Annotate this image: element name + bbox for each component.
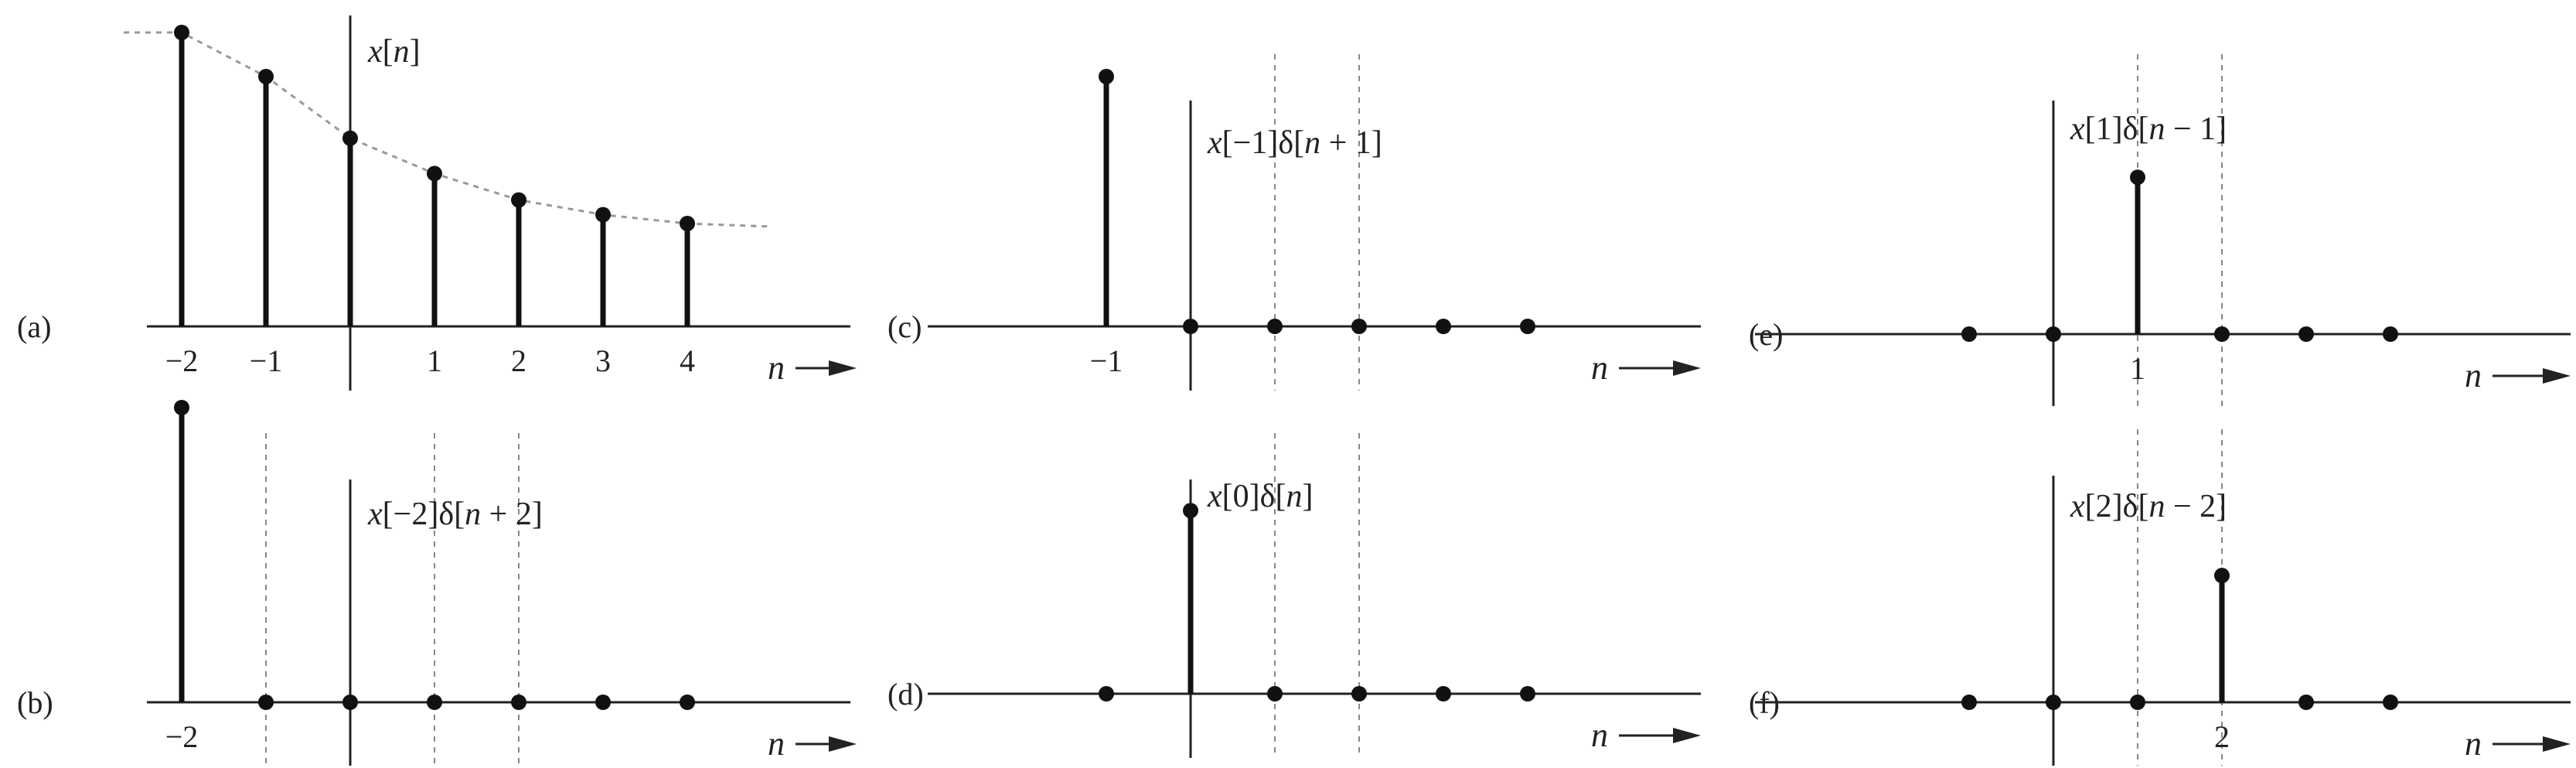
tick-label: −1: [249, 343, 283, 378]
sample-dot-n2: [1351, 319, 1367, 334]
tick-label: 2: [2214, 719, 2230, 754]
tick-label: −2: [165, 343, 199, 378]
sample-dot-n1: [2130, 695, 2145, 710]
sample-dot-n-1: [1961, 326, 1977, 342]
n-axis-label: n: [2465, 725, 2482, 763]
sample-dot-n2: [1351, 686, 1367, 701]
panel-d: [888, 433, 1701, 758]
tick-label: 4: [680, 343, 695, 378]
sample-dot-n3: [1436, 686, 1451, 701]
panel-title: x[−1]δ[n + 1]: [1208, 125, 1382, 161]
sample-dot-n-1: [1099, 69, 1114, 84]
tick-label: 2: [511, 343, 526, 378]
sample-dot-n1: [427, 695, 442, 710]
panel-label: (a): [17, 309, 52, 344]
sample-dot-n3: [595, 207, 611, 223]
sample-dot-n4: [680, 695, 695, 710]
arrow-icon: [829, 736, 857, 752]
sample-dot-n3: [595, 695, 611, 710]
sample-dot-n2: [511, 695, 526, 710]
panel-label: (b): [17, 685, 53, 720]
panel-label: (c): [888, 309, 922, 344]
n-axis-label: n: [768, 349, 785, 387]
sample-dot-n1: [427, 166, 442, 181]
panel-b: [17, 400, 857, 766]
panel-title: x[−2]δ[n + 2]: [368, 497, 543, 532]
panel-title: x[0]δ[n]: [1208, 479, 1314, 514]
n-axis-label: n: [2465, 357, 2482, 394]
n-axis-label: n: [1591, 349, 1608, 387]
sample-dot-n3: [2298, 695, 2314, 710]
tick-label: 3: [595, 343, 611, 378]
sample-dot-n1: [2130, 169, 2145, 185]
panel-title: x[1]δ[n − 1]: [2070, 111, 2227, 147]
tick-label: −1: [1089, 343, 1123, 378]
sample-dot-n-2: [174, 25, 189, 40]
n-axis-label: n: [768, 725, 785, 763]
sample-dot-n-1: [258, 695, 274, 710]
sample-dot-n4: [2383, 326, 2398, 342]
arrow-icon: [1673, 728, 1701, 743]
sample-dot-n0: [2046, 326, 2061, 342]
panel-title: x[2]δ[n − 2]: [2070, 489, 2227, 524]
tick-label: −2: [165, 719, 199, 754]
sample-dot-n2: [2214, 326, 2230, 342]
arrow-icon: [829, 360, 857, 376]
sample-dot-n0: [342, 131, 358, 146]
panel-label: (e): [1749, 317, 1784, 352]
arrow-icon: [2543, 368, 2571, 384]
tick-label: 1: [2130, 351, 2145, 386]
sample-dot-n0: [342, 695, 358, 710]
sample-dot-n3: [2298, 326, 2314, 342]
sample-dot-n0: [1183, 503, 1198, 518]
sample-dot-n4: [2383, 695, 2398, 710]
sample-dot-n-1: [1099, 686, 1114, 701]
sample-dot-n4: [680, 216, 695, 231]
sample-dot-n-2: [174, 400, 189, 415]
sample-dot-n4: [1520, 686, 1535, 701]
panel-c: [888, 54, 1701, 391]
panel-f: [1749, 429, 2571, 766]
arrow-icon: [1673, 360, 1701, 376]
arrow-icon: [2543, 736, 2571, 752]
panel-a: [17, 15, 857, 391]
sample-dot-n1: [1267, 686, 1283, 701]
panel-label: (f): [1749, 685, 1780, 720]
sample-dot-n1: [1267, 319, 1283, 334]
panel-title: x[n]: [368, 34, 421, 70]
sample-dot-n0: [2046, 695, 2061, 710]
sample-dot-n2: [511, 193, 526, 208]
sample-dot-n0: [1183, 319, 1198, 334]
panel-label: (d): [888, 677, 924, 712]
sample-dot-n4: [1520, 319, 1535, 334]
sample-dot-n-1: [1961, 695, 1977, 710]
n-axis-label: n: [1591, 716, 1608, 754]
sample-dot-n3: [1436, 319, 1451, 334]
tick-label: 1: [427, 343, 442, 378]
sample-dot-n-1: [258, 69, 274, 84]
panel-e: [1749, 54, 2571, 406]
envelope-curve: [124, 32, 768, 227]
sample-dot-n2: [2214, 568, 2230, 583]
